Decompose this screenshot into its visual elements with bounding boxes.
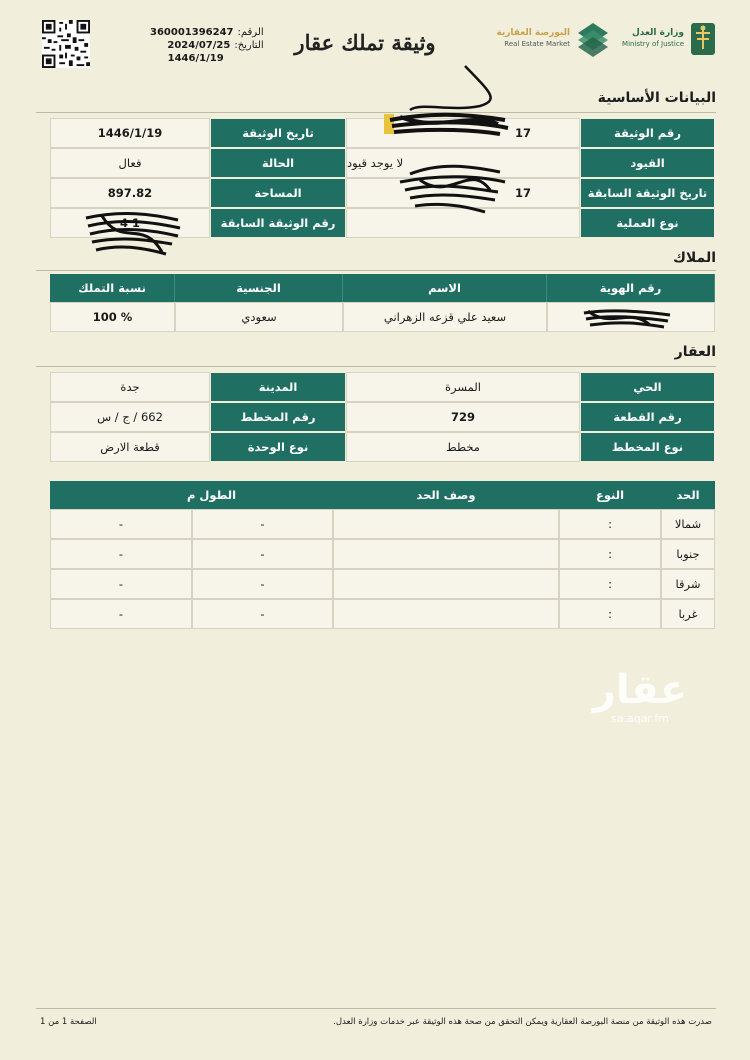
footer-divider [36, 1008, 716, 1009]
table-row [50, 509, 715, 539]
document-meta [150, 26, 264, 65]
doc-date-value: 1446/1/19 [50, 118, 210, 148]
bound-description [333, 539, 559, 569]
document-date-label: التاريخ: [234, 40, 264, 51]
owner-name: سعيد علي قزعه الزهراني [343, 302, 547, 332]
restrictions-label: القيود [580, 148, 715, 178]
watermark-url: sa.aqar.fm [610, 712, 670, 725]
moj-logo-ar: وزارة العدل [631, 28, 684, 38]
bound-length-b: - [192, 509, 333, 539]
bounds-col-description: وصف الحد [416, 488, 476, 502]
unit-type-label: نوع الوحدة [210, 432, 346, 462]
area-value: 897.82 [50, 178, 210, 208]
watermark-text: عقار [592, 667, 688, 713]
bound-side: شمالا [661, 509, 715, 539]
prev-doc-number-label: رقم الوثيقة السابقة [210, 208, 346, 238]
owners-heading: الملاك [673, 250, 716, 266]
bounds-col-length: الطول م [186, 488, 237, 502]
table-row [50, 302, 715, 332]
bounds-col-side: الحد [676, 488, 700, 502]
basic-data-grid [50, 118, 715, 238]
meta-hijri-row [150, 52, 264, 65]
page-number: الصفحة 1 من 1 [40, 1017, 97, 1027]
property-grid [50, 372, 715, 462]
plan-type-value: مخطط [346, 432, 580, 462]
bound-type: : [559, 569, 661, 599]
basic-data-divider [36, 112, 716, 113]
plot-number-label: رقم القطعة [580, 402, 715, 432]
owners-divider [36, 270, 716, 271]
bound-side: جنوبا [661, 539, 715, 569]
plan-number-label: رقم المخطط [210, 402, 346, 432]
boundaries-table [50, 481, 715, 629]
moj-logo-en: Ministry of Justice [622, 40, 684, 48]
page-title: وثيقة تملك عقار [294, 30, 436, 55]
unit-type-value: قطعة الارض [50, 432, 210, 462]
document-hijri-date: 1446/1/19 [167, 53, 224, 64]
property-heading: العقار [674, 344, 716, 360]
area-label: المساحة [210, 178, 346, 208]
bound-type: : [559, 539, 661, 569]
owners-table [50, 274, 715, 332]
bound-side: شرقا [661, 569, 715, 599]
doc-date-label: تاريخ الوثيقة [210, 118, 346, 148]
owners-col-name: الاسم [343, 274, 547, 302]
restrictions-value: لا يوجد قيود [346, 148, 580, 178]
bounds-col-type: النوع [595, 488, 625, 502]
bound-length-b: - [192, 539, 333, 569]
property-divider [36, 366, 716, 367]
document-number: 360001396247 [150, 27, 234, 38]
bourse-logo-icon [574, 19, 612, 59]
operation-type-label: نوع العملية [580, 208, 715, 238]
meta-date-row [150, 39, 264, 52]
table-row [50, 539, 715, 569]
bound-length-a: - [50, 599, 192, 629]
qr-code-icon [42, 20, 90, 68]
city-label: المدينة [210, 372, 346, 402]
meta-number-row [150, 26, 264, 39]
owners-col-nationality: الجنسية [175, 274, 343, 302]
bound-length-a: - [50, 569, 192, 599]
operation-type-value [346, 208, 580, 238]
bourse-logo-en: Real Estate Market [504, 40, 571, 48]
plan-type-label: نوع المخطط [580, 432, 715, 462]
owner-id [547, 302, 715, 332]
doc-number-value: 17 [346, 118, 580, 148]
owner-nationality: سعودي [175, 302, 343, 332]
doc-number-label: رقم الوثيقة [580, 118, 715, 148]
owners-col-id: رقم الهوية [547, 274, 715, 302]
bound-length-a: - [50, 509, 192, 539]
bound-description [333, 599, 559, 629]
document-date: 2024/07/25 [167, 40, 231, 51]
table-row [50, 569, 715, 599]
boundaries-header-row [50, 481, 715, 509]
moj-logo [622, 19, 718, 59]
bound-side: غربا [661, 599, 715, 629]
bound-length-b: - [192, 569, 333, 599]
bound-description [333, 509, 559, 539]
owners-header-row [50, 274, 715, 302]
bound-description [333, 569, 559, 599]
bound-type: : [559, 599, 661, 629]
bourse-logo-ar: البورصة العقارية [496, 28, 571, 38]
owner-share: 100 % [50, 302, 175, 332]
owners-col-share: نسبة التملك [50, 274, 175, 302]
city-value: جدة [50, 372, 210, 402]
plot-number-value: 729 [346, 402, 580, 432]
bound-length-a: - [50, 539, 192, 569]
bourse-logo [496, 19, 612, 59]
aqar-watermark [580, 668, 700, 725]
document-number-label: الرقم: [237, 27, 264, 38]
table-row [50, 599, 715, 629]
footer-note: صدرت هذه الوثيقة من منصة البورصة العقارية ويمكن التحقق من صحة هذه الوثيقة عبر خدمات وزارة العدل. [333, 1017, 712, 1027]
bound-length-b: - [192, 599, 333, 629]
basic-data-heading: البيانات الأساسية [597, 90, 716, 106]
prev-doc-date-label: تاريخ الوثيقة السابقة [580, 178, 715, 208]
plan-number-value: 662 / ج / س [50, 402, 210, 432]
status-label: الحالة [210, 148, 346, 178]
moj-emblem-icon [688, 19, 718, 59]
bound-type: : [559, 509, 661, 539]
district-label: الحي [580, 372, 715, 402]
logos [496, 18, 718, 60]
prev-doc-number-value: 4 1 [50, 208, 210, 238]
district-value: المسرة [346, 372, 580, 402]
status-value: فعال [50, 148, 210, 178]
prev-doc-date-value: 17 [346, 178, 580, 208]
